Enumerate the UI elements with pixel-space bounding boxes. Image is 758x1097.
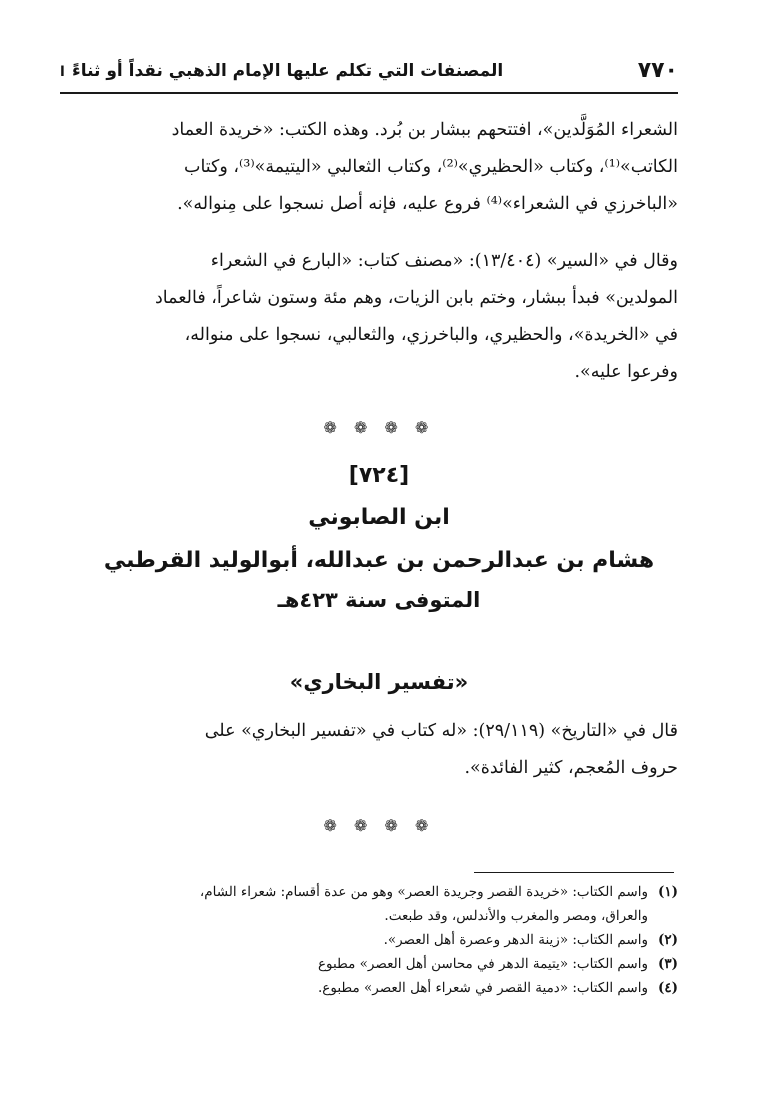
running-title: المصنفات التي تكلم عليها الإمام الذهبي نقداً أو ثناءً (72, 61, 504, 81)
footnote-text: واسم الكتاب: «دمية القصر في شعراء أهل العصر» مطبوع. (318, 980, 648, 996)
header-mark: ا (60, 64, 65, 80)
footnote-divider (474, 872, 674, 873)
text-line: حروف المُعجم، كثير الفائدة». (464, 758, 678, 778)
footnote-1 (75, 880, 678, 928)
footnote-number: (٤) (657, 980, 678, 996)
footnote-number: (١) (657, 884, 678, 900)
entry-full-name: هشام بن عبدالرحمن بن عبدالله، أبوالوليد القرطبي (103, 548, 655, 573)
footnote-4 (75, 976, 678, 1000)
text-line: الكاتب»⁽¹⁾، وكتاب «الحظيري»⁽²⁾، وكتاب الثعالبي «اليتيمة»⁽³⁾، وكتاب (183, 157, 678, 177)
entry-number: [٧٢٤] (348, 463, 410, 488)
footnote-number: (٢) (657, 932, 678, 948)
footnote-text: والعراق، ومصر والمغرب والأندلس، وقد طبعت. (384, 908, 648, 924)
text-line: الشعراء المُوَلَّدين»، افتتحهم ببشار بن بُرد. وهذه الكتب: «خريدة العماد (171, 120, 678, 140)
paragraph-siyar-quote (78, 243, 678, 391)
footnote-3 (75, 952, 678, 976)
footnote-text: واسم الكتاب: «زينة الدهر وعصرة أهل العصر». (383, 932, 648, 948)
text-line: وفرعوا عليه». (574, 362, 678, 382)
entry-death-year: المتوفى سنة ٤٢٣هـ (277, 588, 481, 612)
text-line: وقال في «السير» (١٣/٤٠٤): «مصنف كتاب: «البارع في الشعراء (210, 251, 678, 271)
book-title-heading: «تفسير البخاري» (289, 670, 469, 694)
footnote-text: واسم الكتاب: «يتيمة الدهر في محاسن أهل العصر» مطبوع (317, 956, 648, 972)
footnotes (75, 880, 678, 1000)
paragraph-continued (78, 112, 678, 223)
text-line: «الباخرزي في الشعراء»⁽⁴⁾ فروع عليه، فإنه أصل نسجوا على مِنواله». (177, 194, 678, 214)
ornament-separator: ❁ ❁ ❁ ❁ (323, 418, 435, 437)
text-line: في «الخريدة»، والحظيري، والباخرزي، والثعالبي، نسجوا على منواله، (184, 325, 678, 345)
footnote-text: واسم الكتاب: «خريدة القصر وجريدة العصر» وهو من عدة أقسام: شعراء الشام، (199, 884, 648, 900)
text-line: المولدين» فبدأ ببشار، وختم بابن الزيات، وهم مئة وستون شاعراً، فالعماد (154, 288, 678, 308)
entry-name: ابن الصابوني (308, 505, 450, 530)
footnote-2 (75, 928, 678, 952)
page-number: ٧٧٠ (637, 58, 678, 83)
page-header (60, 58, 678, 94)
ornament-separator: ❁ ❁ ❁ ❁ (323, 816, 435, 835)
footnote-number: (٣) (657, 956, 678, 972)
text-line: قال في «التاريخ» (٢٩/١١٩): «له كتاب في «تفسير البخاري» على (204, 721, 678, 741)
paragraph-tarikh-quote (78, 713, 678, 787)
